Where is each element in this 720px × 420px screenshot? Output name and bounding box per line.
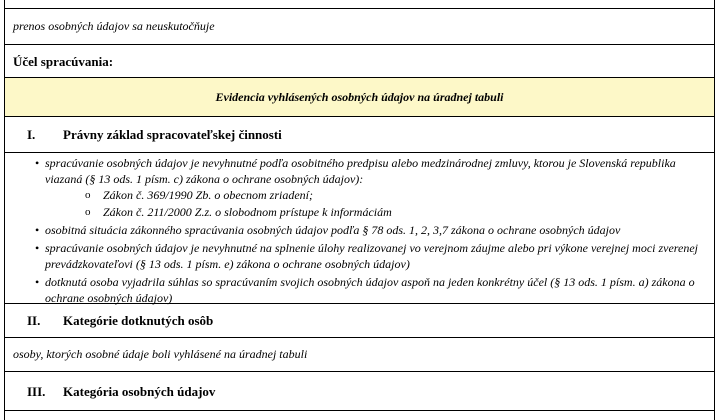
records-table (4, 0, 715, 420)
table-row (5, 45, 714, 78)
section-title: Právny základ spracovateľskej činnosti (63, 127, 282, 142)
table-row (5, 9, 714, 45)
list-item: • dotknutá osoba vyjadrila súhlas so spracúvaním svojich osobných údajov aspoň na jeden konkrétny účel (§ 13 ods. 1 písm. a) zákona o ochrane osobných údajov) (5, 274, 714, 306)
section-header (5, 117, 714, 153)
section-title: Kategória osobných údajov (63, 384, 216, 399)
list-item: • osobitná situácia zákonného spracúvania osobných údajov podľa § 78 ods. 1, 2, 3,7 zákona o ochrane osobných údajov (5, 222, 714, 238)
section-header (5, 372, 714, 411)
section-number: II. (27, 313, 41, 328)
section-number: III. (27, 384, 46, 399)
purpose-label: Účel spracúvania: (13, 54, 114, 69)
table-row (5, 338, 714, 372)
purpose-value: Evidencia vyhlásených osobných údajov na úradnej tabuli (215, 90, 504, 104)
table-row-top (5, 0, 714, 9)
legal-basis-list-row (5, 153, 714, 304)
section-number: I. (27, 127, 36, 142)
data-subjects-value: osoby, ktorých osobné údaje boli vyhlásené na úradnej tabuli (13, 347, 308, 361)
legal-basis-list (5, 155, 714, 306)
sub-list-item: o Zákon č. 369/1990 Zb. o obecnom zriadení; (45, 187, 708, 204)
transfer-note: prenos osobných údajov sa neuskutočňuje (13, 19, 215, 33)
list-item: • spracúvanie osobných údajov je nevyhnutné na splnenie úlohy realizovanej vo verejnom záujme alebo pri výkone verejnej moci zverenej prevádzkovateľovi (§ 13 ods. 1 písm. e) zákona o ochrane osobných údajov) (5, 240, 714, 272)
section-header (5, 304, 714, 338)
sub-list (45, 187, 708, 221)
sub-list-item: o Zákon č. 211/2000 Z.z. o slobodnom prístupe k informáciám (45, 204, 708, 221)
list-item: • spracúvanie osobných údajov je nevyhnutné podľa osobitného predpisu alebo medzinárodnej zmluvy, ktorou je Slovenská republika viazaná (§ 13 ods. 1 písm. c) zákona o ochrane osobných údajov): o Zákon č. 369/1990 Zb. o obecnom zriadení; o Zákon č. 211/2000 Z.z. o slobodnom prístupe k informáciám (5, 155, 714, 221)
section-title: Kategórie dotknutých osôb (63, 313, 214, 328)
table-row-highlight (5, 78, 714, 117)
